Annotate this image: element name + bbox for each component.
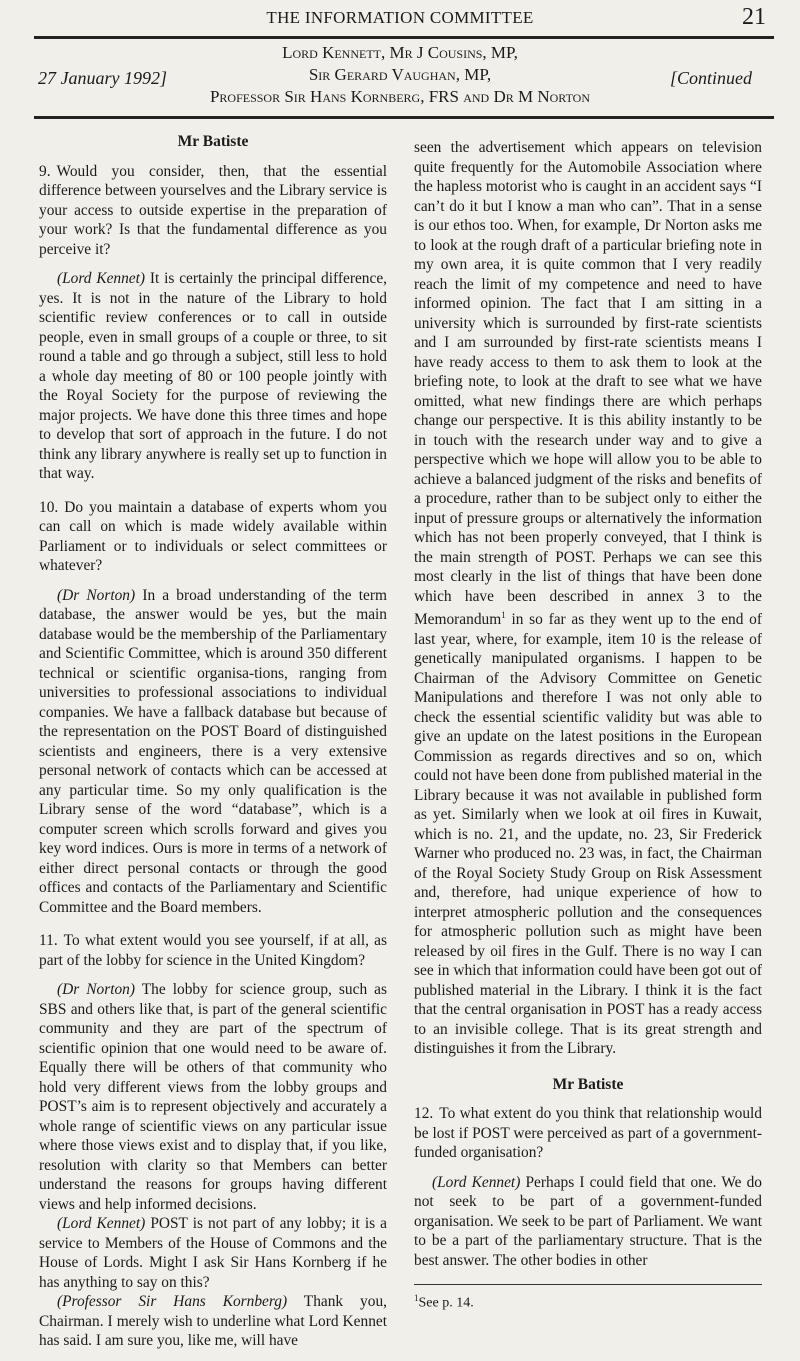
speaker-name: (Professor Sir Hans Kornberg): [57, 1293, 288, 1310]
question-text: To what extent would you see yourself, if at all, as part of the lobby for science in the United Kingdom?: [39, 932, 387, 969]
questioner-heading: Mr Batiste: [177, 133, 249, 150]
answer-11-kennet: [39, 1214, 387, 1292]
session-date: 27 January 1992]: [38, 68, 167, 88]
right-column: [414, 138, 762, 1313]
speaker-name: (Dr Norton): [57, 586, 136, 604]
answer-9: [39, 269, 387, 484]
answer-10: [39, 586, 387, 918]
question-number: 9.: [39, 162, 51, 180]
answer-text: Thank you, Chairman. I merely wish to underline what Lord Kennet has said. I am sure you, like me, will have: [39, 1293, 387, 1349]
witness-line: Lord Kennett, Mr J Cousins, MP,: [282, 43, 518, 62]
question-number: 12.: [414, 1105, 434, 1123]
answer-text: POST is not part of any lobby; it is a service to Members of the House of Commons and the House of Lords. Might I ask Sir Hans Kornberg if he has anything to say on this?: [39, 1215, 388, 1291]
question-11: [39, 931, 387, 970]
witness-list: [150, 42, 650, 108]
footnote-marker: 1: [501, 610, 506, 620]
answer-text: in so far as they went up to the end of last year, where, for example, item 10 is the release of genetically manipulated organisms. I happen to be Chairman of the Advisory Committee on Genetic Manipulations and therefore I was not only able to check the essential scientific validity but was able to give an update on the latest positions in the European Commission as regards directives and so on, which could not have been done from published material in the Library because it was not available in published form as yet. Similarly when we look at oil fires in Kuwait, which is no. 21, and the update, no. 23, Sir Frederick Warner who produced no. 23 was, in fact, the Chairman of the Royal Society Study Group on Risk Assessment and, therefore, had unique experience of how to interpret atmospheric pollution and the consequences for atmospheric pollution such as might have been released by oil fires in the Gulf. There is no way I can see in which that information could have been got out of published material in the Library. I think it is the fact that the central organisation in POST has a ready access to an invisible college. That is its great strength and distinguishes it from the Library.: [414, 611, 762, 1058]
witness-rule: [34, 116, 774, 119]
speaker-name: (Lord Kennet): [57, 270, 146, 287]
answer-text: The lobby for science group, such as SBS and others like that, is part of the general scientific community and they are part of the spectrum of scientific opinion that one would need to be aware of. Equally there will be others of that community who hold very different views from the lobby groups and POST’s aim is to represent objectively and accurately a whole range of scientific views on any particular issue where those views exist and to display that, if you like, resolution with clarity so that Members can better understand the reasons for groups having different views and help informed decisions.: [39, 981, 387, 1213]
question-12: [414, 1104, 762, 1163]
answer-text: In a broad understanding of the term database, the answer would be yes, but the main database would be the membership of the Parliamentary and Scientific Committee, which is around 350 different technical or scientific organisa-tions, ranging from universities to professional associations to individual companies. We have a fallback database but because of the representation on the POST Board of distinguished scientists and engineers, there is a very extensive personal network of contacts which can be accessed at any particular time. So my only qualification is the Library sense of the word “database”, which is a computer screen which scrolls forward and gives you key word indices. Ours is more in terms of a network of either direct personal contacts or through the good offices and contacts of the Parliamentary and Scientific Committee and the Board members.: [39, 586, 387, 916]
answer-continuation: [414, 138, 762, 1059]
footnote-rule: [414, 1284, 762, 1285]
footnote-text: See p. 14.: [418, 1295, 474, 1311]
question-text: Do you maintain a database of experts whom you can call on which is made widely available within Parliament or to individuals or select committees or whatever?: [39, 498, 387, 574]
question-9: [39, 162, 387, 260]
answer-11-kornberg: [39, 1292, 387, 1351]
question-text: Would you consider, then, that the essential difference between yourselves and the Library service is your access to outside expertise in the preparation of your work? Is that the fundamental difference as you perceive it?: [39, 162, 387, 258]
question-10: [39, 498, 387, 576]
footnote: [414, 1289, 762, 1313]
questioner-heading: Mr Batiste: [552, 1075, 624, 1093]
header-rule: [34, 36, 774, 39]
answer-12: [414, 1173, 762, 1271]
answer-text: Perhaps I could field that one. We do not seek to be part of a government-funded organisation. We seek to be part of Parliament. We want to be a part of the parliamentary structure. That is the best answer. The other bodies in other: [414, 1173, 762, 1269]
footnote-marker: 1: [414, 1293, 419, 1304]
running-header-title: THE INFORMATION COMMITTEE: [266, 8, 534, 27]
witness-line: Sir Gerard Vaughan, MP,: [308, 65, 492, 84]
answer-text: seen the advertisement which appears on television quite frequently for the Automobile Association where the hapless motorist who is caught in an accident says “I can’t do it but I know a man who can”. That in a sense is our ethos too. When, for example, Dr Norton asks me to look at the rough draft of a particular briefing note in my own area, it is quite common that I very readily reach the limit of my competence and need to have informed opinion. The fact that I am sitting in a university which is surrounded by first-rate scientists and I am surrounded by first-rate scientists means I have ready access to them to ask them to look at the briefing note, to look at the draft to see what we have omitted, what new findings there are which perhaps change our perspective. It is this ability instantly to be in touch with the research under way and to give a perspective which we hope will allow you to be able to achieve a balanced judgment of the risks and benefits of a procedure, rather than to be subject only to either the input of pressure groups or alternatively the information which has not been properly conveyed, that I think is the main strength of POST. Perhaps we can see this most clearly in the list of things that have been done which have been described in annex 3 to the Memorandum: [414, 139, 762, 629]
answer-11: [39, 980, 387, 1214]
question-text: To what extent do you think that relationship would be lost if POST were perceived as part of a government-funded organisation?: [414, 1105, 762, 1162]
question-number: 10.: [39, 498, 59, 516]
witness-line: Professor Sir Hans Kornberg, FRS and Dr M Norton: [209, 87, 591, 106]
page-number: 21: [742, 4, 766, 30]
speaker-name: (Lord Kennet): [432, 1173, 521, 1191]
question-number: 11.: [39, 932, 58, 949]
speaker-name: (Lord Kennet): [57, 1215, 146, 1232]
answer-text: It is certainly the principal difference, yes. It is not in the nature of the Library to hold scientific review conferences or to call in outside people, even in small groups of a couple or three, to sit round a table and go through a subject, still less to hold a whole day meeting of 80 or 100 people jointly with the Royal Society for the purpose of reviewing the major projects. We have done this three times and hope to develop that sort of approach in the future. I do not think any library anywhere is really set up to function in that way.: [39, 270, 387, 482]
left-column: [39, 128, 387, 1361]
speaker-name: (Dr Norton): [57, 981, 136, 998]
continued-marker: [Continued: [669, 68, 752, 88]
